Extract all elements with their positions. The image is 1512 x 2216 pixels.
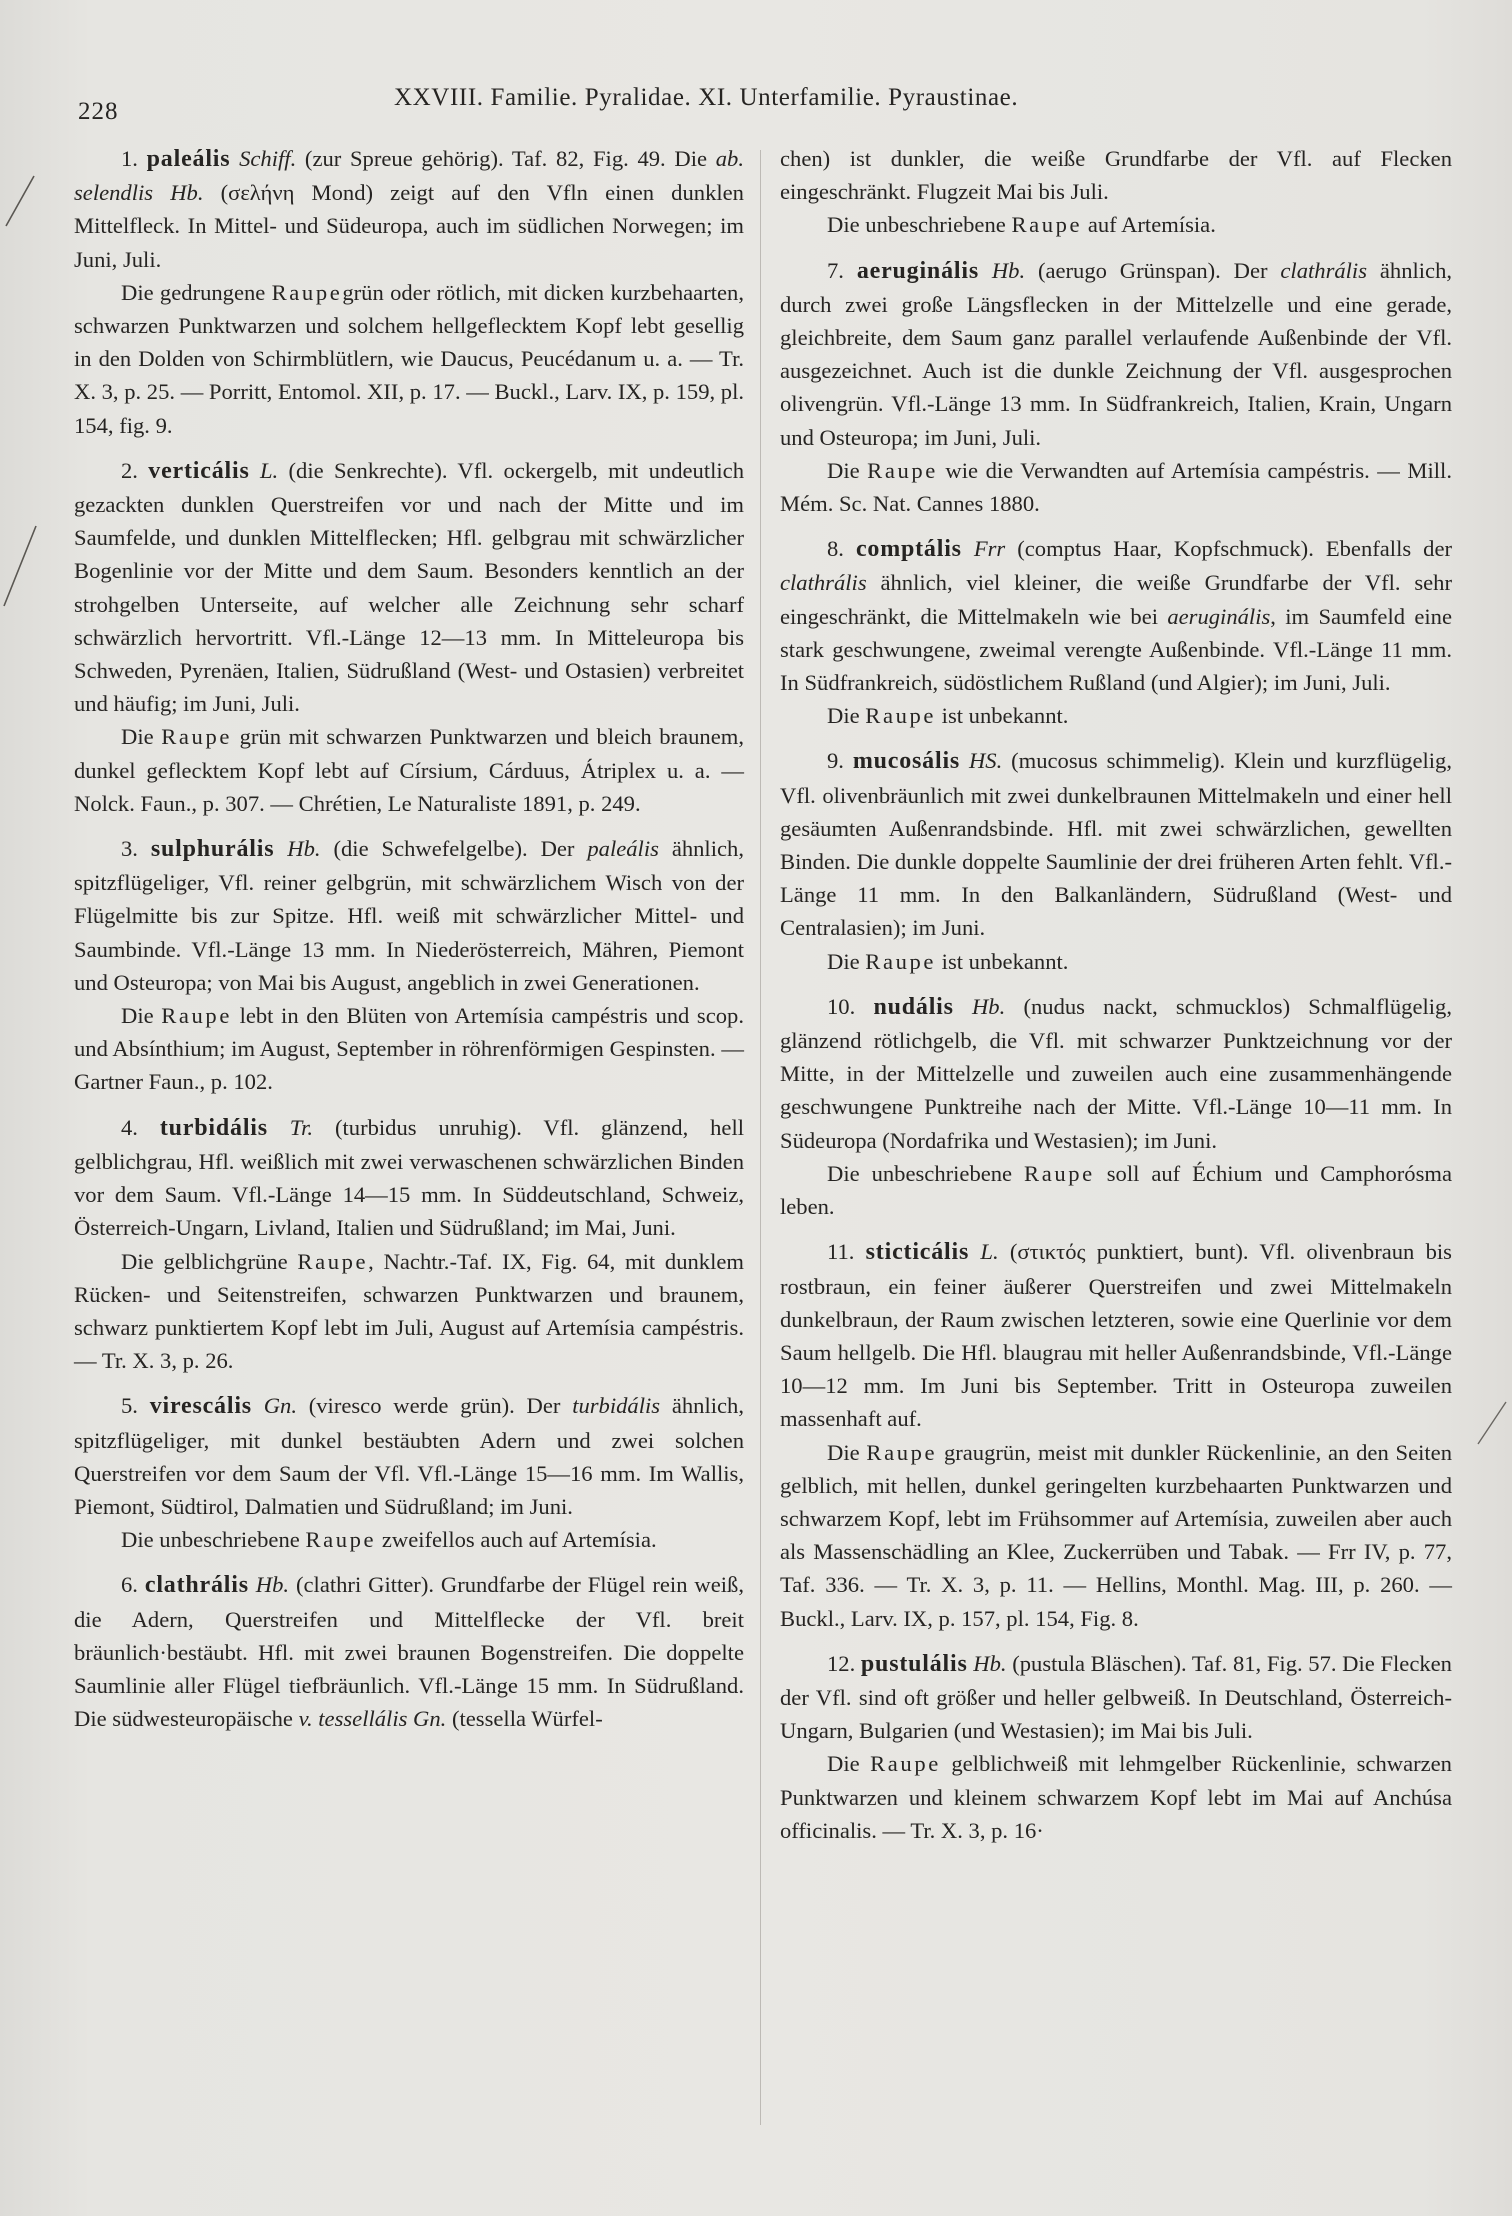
larva-verticalis: Die Raupe grün mit schwarzen Punktwarzen und bleich braunem, dunkel geflecktem Kopf lebt auf Círsium, Cárduus, Átriplex u. a. — Nolck. Faun., p. 307. — Chrétien, Le Naturaliste 1891, p. 249. [74, 724, 744, 816]
author: L. [259, 457, 279, 483]
larva-aeruginalis: Die Raupe wie die Verwandten auf Artemísia campéstris. — Mill. Mém. Sc. Nat. Cannes 1880. [780, 457, 1452, 517]
page-number: 228 [78, 98, 119, 125]
column-divider [760, 150, 761, 2125]
larva-clathralis: Die unbeschriebene Raupe auf Artemísia. [827, 212, 1216, 238]
author: Hb. [973, 1650, 1007, 1676]
larva-sulphuralis: Die Raupe lebt in den Blüten von Artemísia campéstris und scop. und Absínthium; im August, September in röhrenförmigen Gespinsten. — Gartner Faun., p. 102. [74, 1003, 744, 1095]
author: Hb. [991, 257, 1026, 283]
larva-virescalis: Die unbeschriebene Raupe zweifellos auch auf Artemísia. [121, 1527, 657, 1553]
species-name: mucosális [852, 748, 961, 775]
right-column [780, 142, 1452, 1847]
larva-sticticalis: Die Raupe graugrün, meist mit dunkler Rückenlinie, an den Seiten gelblich, mit hellen, dunkel geringelten kurzbehaarten Punktwarzen und schwarzem Kopf, lebt im Frühsommer auf Artemísia, zuweilen aber auch als Massenschädling an Klee, Zuckerrüben und Tabak. — Frr IV, p. 77, Taf. 336. — Tr. X. 3, p. 11. — Hellins, Monthl. Mag. III, p. 260. — Buckl., Larv. IX, p. 157, pl. 154, Fig. 8. [780, 1439, 1452, 1631]
entry-paleales: 1. paleális Schiff. (zur Spreue gehörig). Taf. 82, Fig. 49. Die ab. selendlis Hb. (σελήνη Mond) zeigt auf den Vfln einen dunklen Mittelfleck. In Mittel- und Südeuropa, auch im südlichen Norwegen; im Juni, Juli. [74, 146, 744, 272]
species-name: pustulális [860, 1650, 968, 1677]
entry-turbidalis: 4. turbidális Tr. (turbidus unruhig). Vfl. glänzend, hell gelblichgrau, Hfl. weißlich mit zwei verwaschenen schwärzlichen Binden vor dem Saum. Vfl.-Länge 14—15 mm. In Süddeutschland, Schweiz, Österreich-Ungarn, Livland, Italien und Südrußland; im Mai, Juni. [74, 1114, 745, 1241]
entry-sticticalis: 11. sticticális L. (στικτός punktiert, bunt). Vfl. olivenbraun bis rostbraun, ein feiner äußerer Querstreifen und zwei Mittelmakeln dunkelbraun, der Raum zwischen letzteren, sowie eine Querlinie vor dem Saum hellgelb. Die Hfl. blaugrau mit heller Außenrandsbinde, Vfl.-Länge 10—12 mm. Im Juni bis September. Tritt in Osteuropa zuweilen massenhaft auf. [780, 1239, 1452, 1432]
author: Frr [973, 536, 1006, 562]
species-name: sulphurális [150, 836, 275, 863]
species-name: virescális [149, 1393, 252, 1420]
author: L. [980, 1239, 999, 1265]
species-name: turbidális [159, 1114, 268, 1141]
larva-turbidalis: Die gelblichgrüne Raupe, Nachtr.-Taf. IX, Fig. 64, mit dunklem Rücken- und Seitenstreifen, schwarzen Punktwarzen und braunem, schwarz punktiertem Kopf lebt im Juli, August auf Artemísia campéstris. — Tr. X. 3, p. 26. [74, 1248, 744, 1374]
entry-aeruginalis: 7. aeruginális Hb. (aerugo Grünspan). Der clathrális ähnlich, durch zwei große Längsflecken in der Mittelzelle und eine gerade, gleichbreite, dem Saum ganz parallel verlaufende Außenbinde der Vfl. ausgezeichnet. Auch ist die dunkle Zeichnung der Vfl. ausgesprochen olivengrün. Vfl.-Länge 13 mm. In Südfrankreich, Italien, Krain, Ungarn und Osteuropa; im Juni, Juli. [780, 257, 1453, 450]
pencil-mark-left-1 [0, 170, 40, 230]
left-column [74, 142, 744, 1735]
entry-comptalis: 8. comptális Frr (comptus Haar, Kopfschmuck). Ebenfalls der clathrális ähnlich, viel kleiner, die weiße Grundfarbe der Vfl. sehr eingeschränkt, die Mittelmakeln wie bei aeruginális, im Saumfeld eine stark geschwungene, zweimal verengte Außenbinde. Vfl.-Länge 11 mm. In Südfrankreich, südöstlichem Rußland (und Algier); im Juni, Juli. [780, 536, 1452, 696]
larva-comptalis: Die Raupe ist unbekannt. [827, 703, 1069, 729]
running-header [74, 84, 1438, 124]
entry-mucosalis: 9. mucosális HS. (mucosus schimmelig). Klein und kurzflügelig, Vfl. olivenbräunlich mit zwei dunkelbraunen Mittelmakeln und einer hell gesäumten Außenrandsbinde. Hfl. mit zwei schwärzlichen, gewellten Binden. Die dunkle doppelte Saumlinie der drei früheren Arten fehlt. Vfl.-Länge 11 mm. In den Balkanländern, Südrußland (West- und Centralasien); im Juni. [780, 748, 1452, 941]
author: Schiff. [239, 146, 297, 171]
species-name: sticticális [865, 1239, 970, 1266]
species-name: paleális [146, 146, 231, 172]
species-name: clathrális [144, 1572, 249, 1599]
entry-nudalis: 10. nudális Hb. (nudus nackt, schmucklos) Schmalflügelig, glänzend rötlichgelb, die Vfl. mit schwarzer Punktzeichnung vor der Mitte, in der Mittelzelle und zuweilen auch eine zusammenhängende geschwungene Punktreihe nach der Mitte. Vfl.-Länge 10—11 mm. In Südeuropa (Nordafrika und Westasien); im Juni. [780, 993, 1453, 1153]
species-name: comptális [855, 536, 962, 563]
larva-paleales: Die gedrungene Raupegrün oder rötlich, mit dicken kurzbehaarten, schwarzen Punktwarzen und solchem hellgeflecktem Kopf lebt gesellig in den Dolden von Schirmblütlern, wie Daucus, Peucédanum u. a. — Tr. X. 3, p. 25. — Porritt, Entomol. XII, p. 17. — Buckl., Larv. IX, p. 159, pl. 154, fig. 9. [74, 279, 745, 438]
larva-pustulalis: Die Raupe gelblichweiß mit lehmgelber Rückenlinie, schwarzen Punktwarzen und kleinem schwarzem Kopf lebt im Mai auf Anchúsa officinalis. — Tr. X. 3, p. 16· [780, 1751, 1452, 1843]
pencil-mark-right [1474, 1398, 1510, 1448]
author: Hb. [971, 993, 1006, 1019]
author: Gn. [263, 1393, 297, 1419]
entry-virescalis: 5. virescális Gn. (viresco werde grün). Der turbidális ähnlich, spitzflügeliger, mit dunkel bestäubten Adern und zwei solchen Querstreifen vor dem Saum der Vfl. Vfl.-Länge 15—16 mm. Im Wallis, Piemont, Südtirol, Dalmatien und Südrußland; im Juni. [74, 1393, 744, 1519]
running-title: XXVIII. Familie. Pyralidae. XI. Unterfamilie. Pyraustinae. [394, 84, 1019, 111]
author: Hb. [255, 1572, 290, 1598]
author: Tr. [289, 1114, 314, 1140]
aberration-name: ab. selendlis Hb. [74, 146, 744, 206]
author: HS. [968, 748, 1003, 774]
species-name: nudális [873, 993, 954, 1020]
species-name: aeruginális [856, 257, 979, 284]
author: Hb. [287, 836, 321, 862]
pencil-mark-left-2 [0, 520, 40, 610]
entry-pustulalis: 12. pustulális Hb. (pustula Bläschen). Taf. 81, Fig. 57. Die Flecken der Vfl. sind oft größer und heller gelbweiß. In Deutschland, Österreich-Ungarn, Bulgarien (und Westasien); im Mai bis Juli. [780, 1650, 1452, 1744]
larva-mucosalis: Die Raupe ist unbekannt. [827, 948, 1069, 974]
entry-clathralis: 6. clathrális Hb. (clathri Gitter). Grundfarbe der Flügel rein weiß, die Adern, Querstreifen und Mittelflecke der Vfl. breit bräunlich·bestäubt. Hfl. mit zwei braunen Bogenstreifen. Die doppelte Saumlinie aller Flügel tiefbräunlich. Vfl.-Länge 15 mm. In Südrußland. Die südwesteuropäische v. tessellális Gn. (tessella Würfel- [74, 1572, 744, 1732]
species-name: verticális [148, 457, 250, 484]
entry-sulphuralis: 3. sulphurális Hb. (die Schwefelgelbe). Der paleális ähnlich, spitzflügeliger, Vfl. reiner gelbgrün, mit schwärzlichem Wisch von der Flügelmitte bis zur Spitze. Hfl. weiß mit schwärzlicher Mittel- und Saumbinde. Vfl.-Länge 13 mm. In Niederösterreich, Mähren, Piemont und Osteuropa; von Mai bis August, angeblich in zwei Generationen. [74, 836, 744, 995]
entry-clathralis-cont: chen) ist dunkler, die weiße Grundfarbe der Vfl. auf Flecken eingeschränkt. Flugzeit Mai bis Juli. [780, 146, 1452, 205]
larva-nudalis: Die unbeschriebene Raupe soll auf Échium und Camphorósma leben. [780, 1160, 1452, 1220]
entry-verticalis: 2. verticális L. (die Senkrechte). Vfl. ockergelb, mit undeutlich gezackten dunklen Querstreifen vor und nach der Mitte und im Saumfelde, und dunklen Mittelflecken; Hfl. gelbgrau mit schwärzlicher Bogenlinie vor der Mitte und dem Saum. Besonders kenntlich an der strohgelben Unterseite, auf welcher alle Zeichnung sehr scharf schwärzlich hervortritt. Vfl.-Länge 12—13 mm. In Mitteleuropa bis Schweden, Pyrenäen, Italien, Südrußland (West- und Ostasien) verbreitet und häufig; im Juni, Juli. [74, 457, 745, 717]
